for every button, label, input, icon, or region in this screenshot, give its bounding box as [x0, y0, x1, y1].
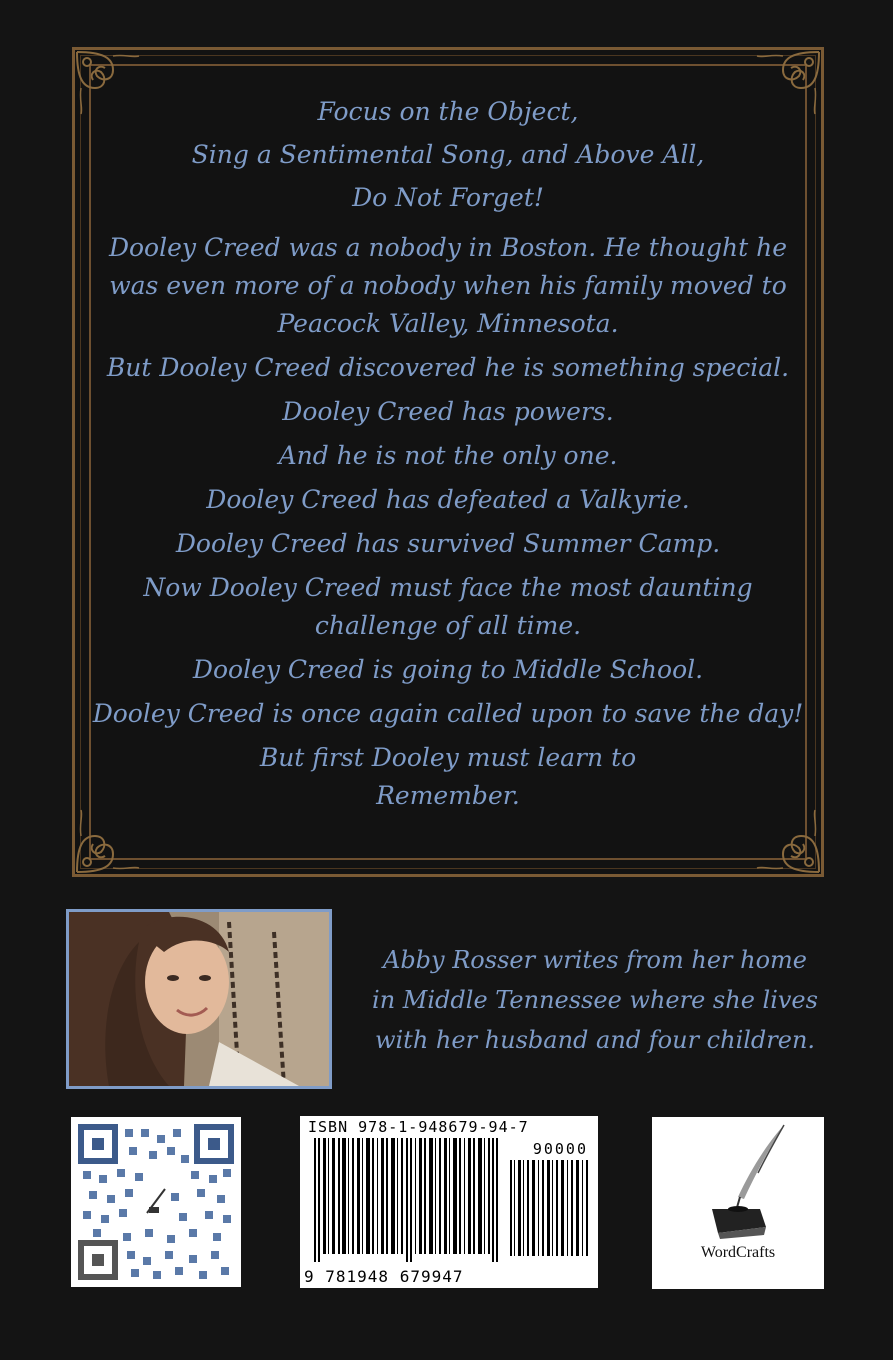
heading-line: Do Not Forget!: [352, 183, 544, 212]
blurb-line: was even more of a nobody when his family moved to: [109, 271, 787, 300]
back-cover-blurb: [72, 90, 824, 815]
blurb-line: Dooley Creed has powers.: [282, 397, 614, 426]
blurb-line: But first Dooley must learn to: [259, 743, 637, 772]
qr-code-icon: [71, 1117, 241, 1287]
blurb-line: Dooley Creed is going to Middle School.: [192, 655, 704, 684]
corner-ornament-icon: [73, 806, 143, 876]
blurb-line: Now Dooley Creed must face the most daunting: [143, 573, 753, 602]
blurb-line: Dooley Creed has defeated a Valkyrie.: [206, 485, 690, 514]
ean-digits: 9 781948 679947: [304, 1267, 464, 1286]
blurb-line: Dooley Creed has survived Summer Camp.: [175, 529, 721, 558]
blurb-line: Dooley Creed was a nobody in Boston. He thought he: [108, 233, 788, 262]
author-photo: [66, 909, 332, 1089]
blurb-line: Remember.: [376, 781, 520, 810]
publisher-name: WordCrafts: [700, 1244, 776, 1261]
blurb-line: Peacock Valley, Minnesota.: [277, 309, 619, 338]
publisher-logo: [652, 1117, 824, 1289]
isbn-label: ISBN 978-1-948679-94-7: [308, 1118, 529, 1136]
isbn-barcode: [300, 1116, 598, 1288]
blurb-line: And he is not the only one.: [278, 441, 618, 470]
qr-code: [71, 1117, 241, 1287]
bio-line: in Middle Tennessee where she lives: [372, 986, 818, 1014]
heading-line: Focus on the Object,: [317, 97, 579, 126]
author-bio: [350, 940, 840, 1060]
bio-line: Abby Rosser writes from her home: [382, 946, 807, 974]
barcode-bars-icon: [300, 1116, 598, 1288]
blurb-line: Dooley Creed is once again called upon to save the day!: [92, 699, 804, 728]
bio-line: with her husband and four children.: [374, 1026, 816, 1054]
blurb-line: challenge of all time.: [314, 611, 582, 640]
heading-line: Sing a Sentimental Song, and Above All,: [191, 140, 705, 169]
blurb-body: [72, 229, 824, 815]
price-code: 90000: [532, 1140, 588, 1158]
blurb-heading: [72, 90, 824, 219]
blurb-line: But Dooley Creed discovered he is something special.: [106, 353, 790, 382]
quill-inkwell-icon: [652, 1117, 824, 1247]
corner-ornament-icon: [753, 806, 823, 876]
author-portrait-icon: [69, 912, 329, 1086]
